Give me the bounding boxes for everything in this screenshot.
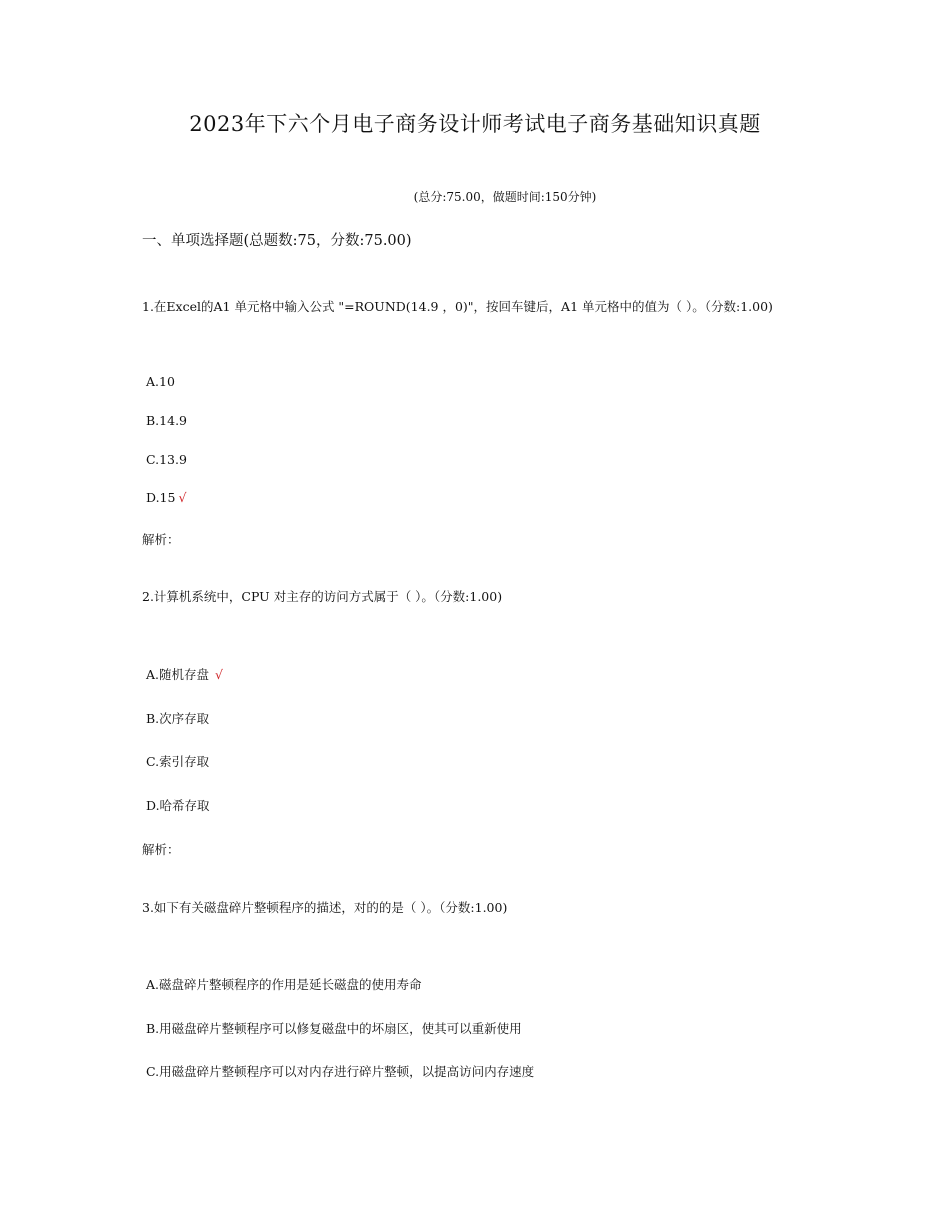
question-1-option-c xyxy=(146,452,187,467)
question-1-option-a xyxy=(146,374,175,389)
question-1-stem: 1.在Excel的A1 单元格中输入公式 "=ROUND(14.9 ，0)"，按回车键后，A1 单元格中的值为（ ）。（分数:1.00) xyxy=(142,299,773,314)
option-label: A.随机存盘 xyxy=(146,667,210,682)
question-2-option-d xyxy=(146,796,210,814)
option-label: C.13.9 xyxy=(146,452,187,467)
question-1-analysis: 解析： xyxy=(142,532,180,547)
section-heading: 一、单项选择题(总题数:75，分数:75.00) xyxy=(142,233,412,249)
document-title: 2023年下六个月电子商务设计师考试电子商务基础知识真题 xyxy=(189,112,761,136)
question-3-option-a xyxy=(146,975,422,993)
option-label: D.15 xyxy=(146,490,176,505)
question-2-option-a xyxy=(146,665,223,683)
option-label: A.10 xyxy=(146,374,175,389)
option-label: A.磁盘碎片整顿程序的作用是延长磁盘的使用寿命 xyxy=(146,977,422,992)
option-label: B.用磁盘碎片整顿程序可以修复磁盘中的坏扇区，使其可以重新使用 xyxy=(146,1021,522,1036)
question-1-option-b xyxy=(146,413,187,428)
option-label: D.哈希存取 xyxy=(146,798,210,813)
option-label: C.索引存取 xyxy=(146,754,210,769)
question-1-option-d xyxy=(146,490,186,505)
option-label: B.次序存取 xyxy=(146,711,210,726)
question-2-stem: 2.计算机系统中，CPU 对主存的访问方式属于（ ）。（分数:1.00) xyxy=(142,589,503,604)
question-2-option-c xyxy=(146,752,209,770)
option-label: B.14.9 xyxy=(146,413,187,428)
question-2-analysis: 解析： xyxy=(142,842,180,857)
option-label: C.用磁盘碎片整顿程序可以对内存进行碎片整顿，以提高访问内存速度 xyxy=(146,1064,535,1079)
correct-check-icon: √ xyxy=(178,490,187,505)
question-3-option-b xyxy=(146,1019,522,1037)
correct-check-icon: √ xyxy=(215,667,223,682)
document-subtitle: (总分:75.00，做题时间:150分钟) xyxy=(413,190,597,204)
question-3-stem: 3.如下有关磁盘碎片整顿程序的描述，对的的是（ ）。（分数:1.00) xyxy=(142,900,508,915)
question-3-option-c xyxy=(146,1062,534,1080)
question-2-option-b xyxy=(146,709,209,727)
